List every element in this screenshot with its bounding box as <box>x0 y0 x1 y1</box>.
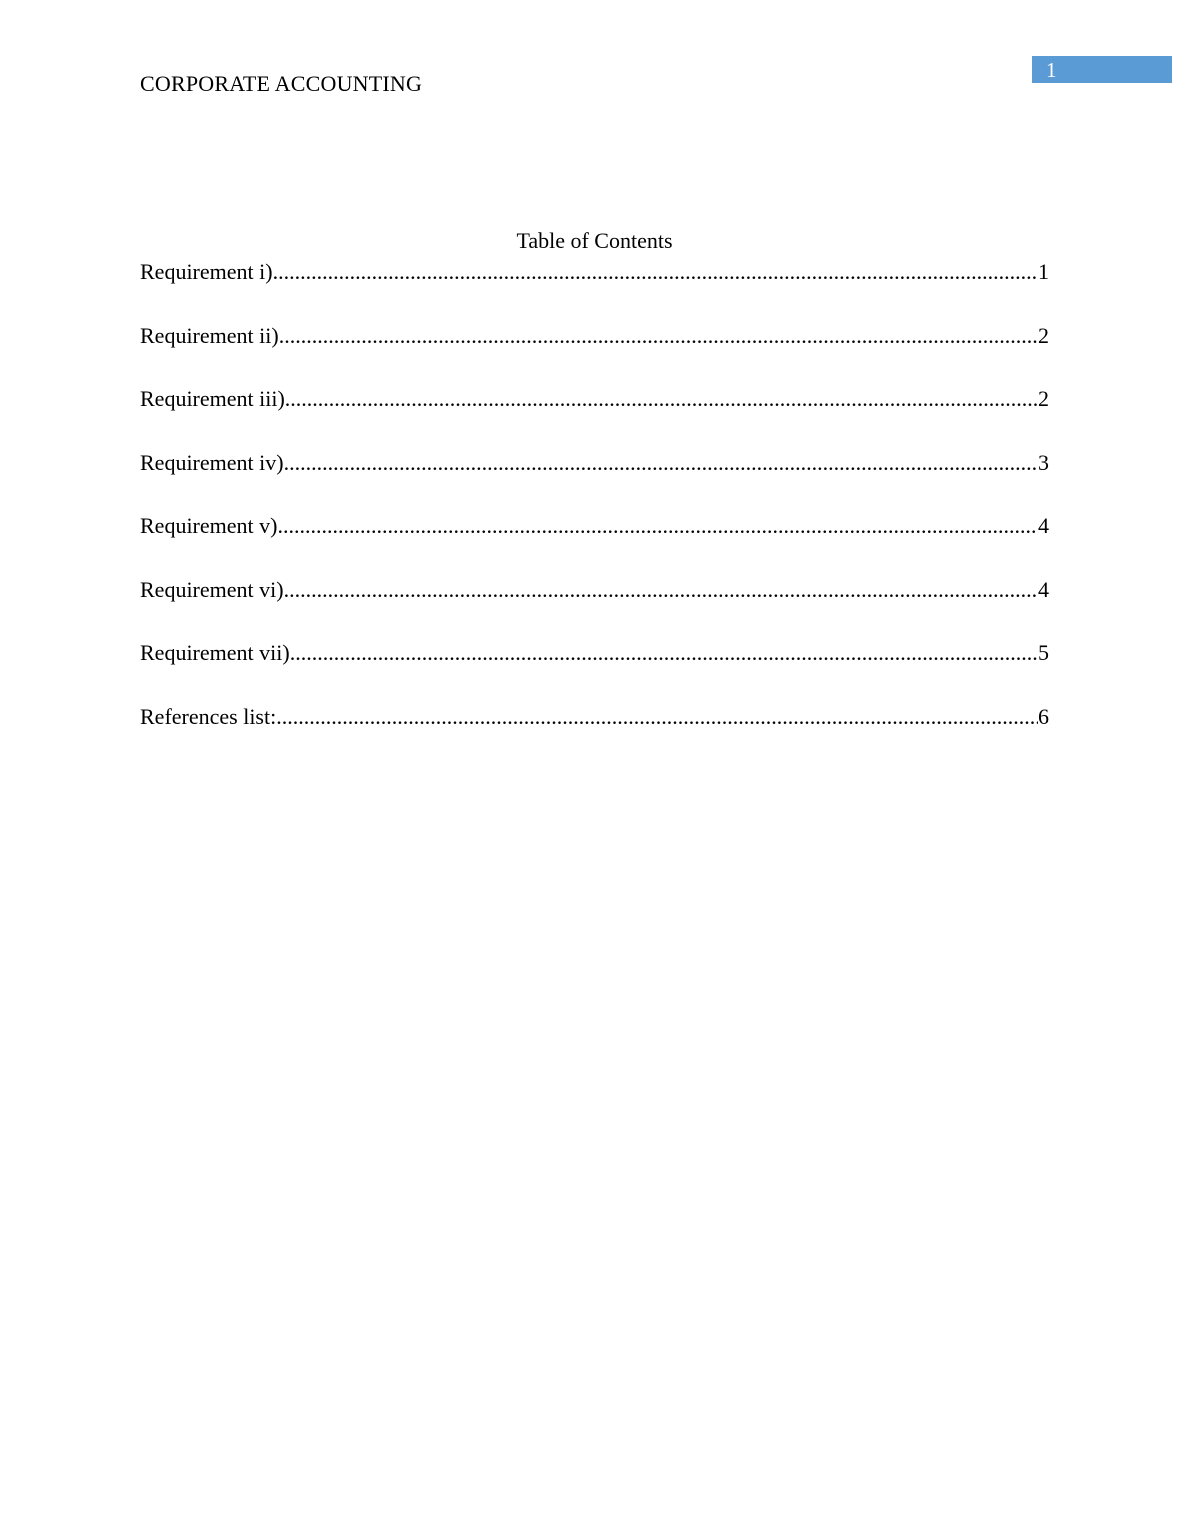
toc-entry-page: 4 <box>1038 576 1049 602</box>
toc-entry-page: 2 <box>1038 386 1049 411</box>
toc-entry-label: Requirement vii) <box>140 640 290 665</box>
toc-dot-leader <box>277 512 1038 540</box>
toc-entry-requirement-vi[interactable] <box>140 576 1049 604</box>
toc-dot-leader <box>279 322 1038 350</box>
page-number: 1 <box>1046 58 1057 82</box>
toc-entry-label: Requirement v) <box>140 513 278 538</box>
toc-entry-requirement-i[interactable] <box>140 258 1049 286</box>
table-of-contents <box>140 258 1049 766</box>
toc-entry-label: Requirement ii) <box>140 322 279 348</box>
header-title: CORPORATE ACCOUNTING <box>140 71 423 96</box>
toc-entry-references-list[interactable] <box>140 703 1049 731</box>
toc-heading: Table of Contents <box>516 228 673 253</box>
toc-entry-label: References list: <box>140 703 277 729</box>
page-number-badge <box>1032 56 1172 83</box>
toc-dot-leader <box>284 576 1038 604</box>
toc-dot-leader <box>276 703 1038 731</box>
toc-entry-page: 1 <box>1038 259 1049 284</box>
toc-entry-requirement-ii[interactable] <box>140 322 1049 350</box>
toc-entry-label: Requirement iii) <box>140 386 285 411</box>
toc-dot-leader <box>285 385 1038 413</box>
toc-entry-requirement-v[interactable] <box>140 512 1049 540</box>
toc-entry-page: 3 <box>1038 449 1049 475</box>
toc-entry-requirement-vii[interactable] <box>140 639 1049 667</box>
toc-dot-leader <box>284 449 1038 477</box>
toc-entry-page: 5 <box>1038 640 1049 665</box>
toc-dot-leader <box>290 639 1038 667</box>
toc-entry-page: 2 <box>1038 322 1049 348</box>
toc-entry-label: Requirement iv) <box>140 449 284 475</box>
toc-entry-page: 4 <box>1038 513 1049 538</box>
toc-entry-requirement-iv[interactable] <box>140 449 1049 477</box>
toc-entry-requirement-iii[interactable] <box>140 385 1049 413</box>
toc-entry-page: 6 <box>1038 703 1049 729</box>
toc-dot-leader <box>273 258 1038 286</box>
toc-entry-label: Requirement vi) <box>140 576 284 602</box>
toc-entry-label: Requirement i) <box>140 259 273 284</box>
